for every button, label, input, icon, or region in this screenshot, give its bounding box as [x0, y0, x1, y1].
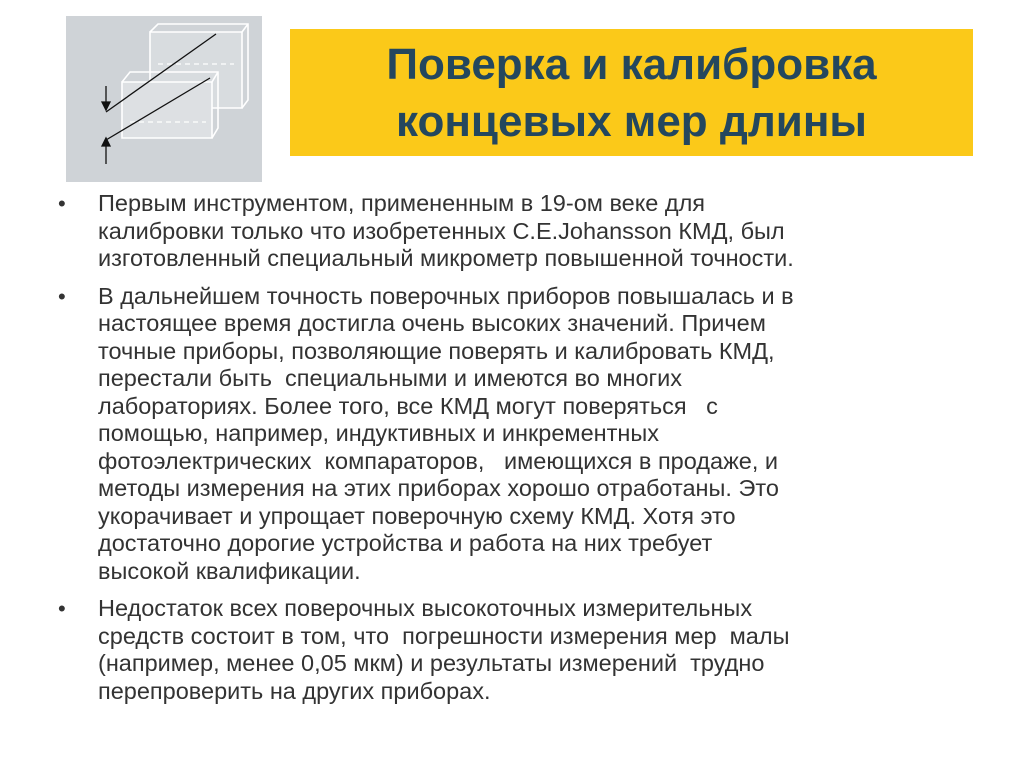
bullet-line: высокой квалификации.: [98, 557, 361, 584]
bullet-line: перепроверить на других приборах.: [98, 677, 491, 704]
bullet-line: В дальнейшем точность поверочных приборов повышалась и в: [98, 282, 794, 309]
title-banner: [290, 29, 973, 156]
bullet-line: фотоэлектрических компараторов, имеющихся в продаже, и: [98, 447, 779, 474]
gauge-blocks-diagram-icon: [66, 16, 262, 182]
bullet-text: [98, 595, 956, 705]
bullet-line: Первым инструментом, примененным в 19-ом веке для: [98, 190, 706, 216]
bullet-list: [56, 190, 956, 715]
bullet-line: методы измерения на этих приборах хорошо отработаны. Это: [98, 475, 779, 501]
bullet-line: укорачивает и упрощает поверочную схему КМД. Хотя это: [98, 502, 736, 529]
bullet-text: [98, 283, 956, 586]
slide-title-line: Поверка и калибровка: [386, 39, 877, 89]
bullet-text: [98, 190, 956, 273]
bullet-line: средств состоит в том, что погрешности измерения мер малы: [98, 622, 790, 649]
bullet-line: лабораториях. Более того, все КМД могут поверяться с: [98, 392, 718, 419]
bullet-line: достаточно дорогие устройства и работа на них требует: [98, 530, 713, 556]
bullet-line: изготовленный специальный микрометр повышенной точности.: [98, 245, 794, 271]
slide-title: [386, 36, 876, 150]
bullet-marker: •: [58, 191, 66, 216]
slide-title-line: концевых мер длины: [396, 96, 867, 146]
bullet-line: помощью, например, индуктивных и инкрементных: [98, 420, 660, 446]
bullet-line: калибровки только что изобретенных C.E.Johansson КМД, был: [98, 217, 785, 244]
bullet-item: [56, 190, 956, 273]
bullet-line: настоящее время достигла очень высоких значений. Причем: [98, 310, 766, 336]
bullet-item: [56, 283, 956, 586]
bullet-item: [56, 595, 956, 705]
bullet-line: точные приборы, позволяющие поверять и калибровать КМД,: [98, 337, 775, 364]
bullet-marker: •: [58, 283, 66, 309]
bullet-marker: •: [58, 596, 66, 621]
gauge-blocks-diagram-svg: [66, 16, 262, 182]
bullet-line: (например, менее 0,05 мкм) и результаты измерений трудно: [98, 650, 765, 676]
bullet-line: перестали быть специальными и имеются во многих: [98, 365, 682, 391]
bullet-line: Недостаток всех поверочных высокоточных измерительных: [98, 595, 753, 621]
